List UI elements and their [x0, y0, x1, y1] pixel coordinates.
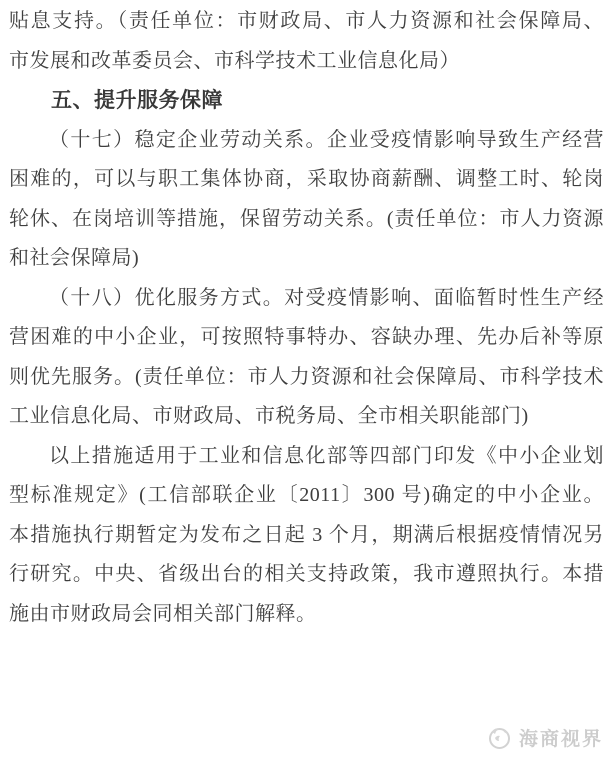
watermark: [486, 724, 603, 751]
text-line: （十八）优化服务方式。对受疫情影响、面临暂时性生产经: [49, 286, 604, 309]
text-line: 以上措施适用于工业和信息化部等四部门印发《中小企业划: [49, 444, 604, 467]
text-line: 营困难的中小企业，可按照特事特办、容缺办理、先办后补等原: [9, 326, 604, 348]
text-line: （十七）稳定企业劳动关系。企业受疫情影响导致生产经营: [49, 128, 604, 151]
text-line: 市发展和改革委员会、市科学技术工业信息化局）: [9, 49, 460, 72]
text-line: 轮休、在岗培训等措施，保留劳动关系。(责任单位：市人力资源: [9, 207, 604, 230]
watermark-label: 海商视界: [518, 729, 603, 750]
section-heading: 五、提升服务保障: [51, 88, 223, 112]
text-line: 则优先服务。(责任单位：市人力资源和社会保障局、市科学技术: [9, 365, 604, 388]
text-line: 贴息支持。（责任单位：市财政局、市人力资源和社会保障局、: [9, 10, 604, 32]
text-line: 工业信息化局、市财政局、市税务局、全市相关职能部门): [9, 405, 529, 427]
text-line: 型标准规定》(工信部联企业〔2011〕300 号)确定的中小企业。: [9, 484, 604, 506]
text-line: 本措施执行期暂定为发布之日起 3 个月，期满后根据疫情情况另: [9, 523, 604, 546]
text-line: 困难的，可以与职工集体协商，采取协商薪酬、调整工时、轮岗: [9, 168, 604, 190]
brand-circle-logo-icon: [486, 724, 513, 751]
text-line: 和社会保障局): [9, 247, 140, 269]
text-line: 施由市财政局会同相关部门解释。: [9, 602, 317, 625]
document-body: [9, 2, 604, 634]
text-line: 行研究。中央、省级出台的相关支持政策，我市遵照执行。本措: [9, 563, 604, 585]
